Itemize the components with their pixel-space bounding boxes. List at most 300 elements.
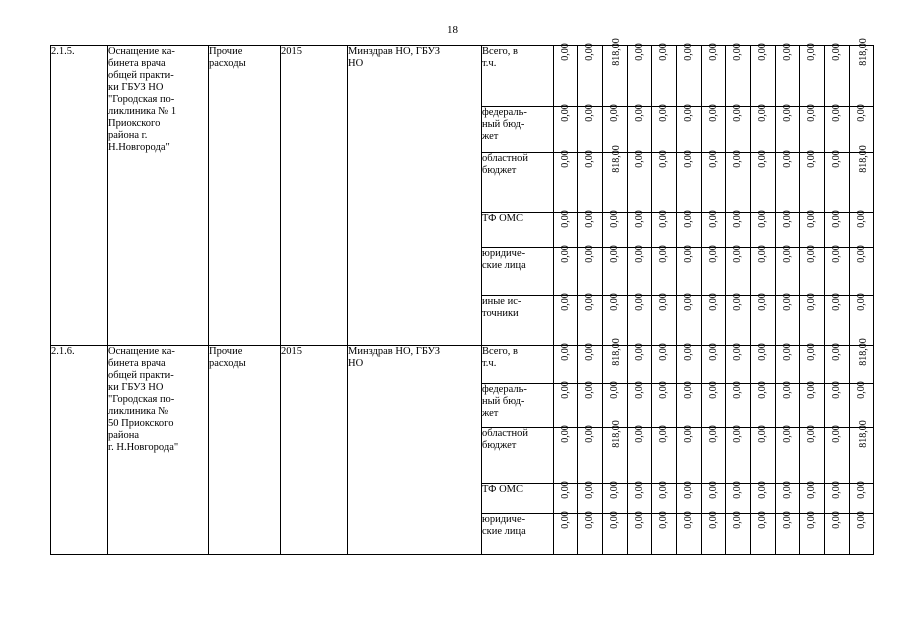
- expense-type-cell: Прочие расходы: [209, 346, 281, 555]
- amount-cell: [702, 381, 726, 428]
- amount-value: 0,00: [781, 210, 793, 228]
- amount-cell: [776, 293, 800, 346]
- amount-value: 0,00: [806, 43, 817, 61]
- amount-value: 0,00: [855, 293, 867, 311]
- amount-cell: [603, 338, 628, 384]
- amount-cell: [776, 381, 800, 428]
- amount-value: 0,00: [757, 150, 768, 168]
- amount-value: 0,00: [732, 381, 743, 399]
- amount-value: 818,00: [857, 38, 869, 66]
- amount-cell: [652, 245, 677, 296]
- amount-value: 0,00: [584, 511, 595, 529]
- funding-source-cell: федераль- ный бюд- жет: [482, 107, 554, 153]
- amount-cell: [677, 425, 702, 484]
- amount-cell: [751, 425, 776, 484]
- amount-cell: [652, 481, 677, 514]
- amount-cell: [628, 245, 652, 296]
- amount-value: 0,00: [781, 293, 793, 311]
- amount-cell: [628, 43, 652, 107]
- amount-cell: [677, 104, 702, 153]
- amount-cell: [578, 425, 603, 484]
- amount-value: 0,00: [707, 43, 719, 61]
- amount-cell: [776, 343, 800, 384]
- amount-cell: [652, 104, 677, 153]
- amount-cell: [628, 104, 652, 153]
- executor-cell: Минздрав НО, ГБУЗ НО: [348, 46, 482, 346]
- amount-value: 0,00: [831, 104, 842, 122]
- amount-cell: [603, 145, 628, 213]
- amount-value: 0,00: [732, 43, 743, 61]
- amount-cell: [554, 511, 578, 555]
- amount-value: 0,00: [658, 425, 669, 443]
- amount-value: 0,00: [781, 481, 793, 499]
- amount-value: 0,00: [609, 293, 620, 311]
- amount-value: 0,00: [757, 481, 768, 499]
- funding-source-cell: Всего, в т.ч.: [482, 346, 554, 384]
- amount-cell: [628, 381, 652, 428]
- amount-cell: [726, 381, 751, 428]
- amount-cell: [800, 293, 825, 346]
- amount-cell: [850, 511, 874, 555]
- amount-cell: [800, 150, 825, 213]
- amount-cell: [652, 511, 677, 555]
- amount-value: 0,00: [609, 245, 620, 263]
- amount-value: 0,00: [658, 43, 669, 61]
- amount-cell: [776, 511, 800, 555]
- amount-cell: [800, 245, 825, 296]
- amount-value: 0,00: [707, 104, 719, 122]
- amount-value: 0,00: [633, 293, 645, 311]
- amount-value: 0,00: [658, 245, 669, 263]
- amount-value: 818,00: [610, 420, 622, 448]
- amount-cell: [825, 381, 850, 428]
- amount-value: 0,00: [559, 343, 571, 361]
- amount-value: 0,00: [855, 381, 867, 399]
- amount-value: 0,00: [584, 210, 595, 228]
- amount-value: 0,00: [633, 245, 645, 263]
- amount-value: 0,00: [559, 210, 571, 228]
- amount-cell: [702, 481, 726, 514]
- amount-value: 818,00: [857, 145, 869, 173]
- amount-value: 0,00: [757, 343, 768, 361]
- year-cell: 2015: [281, 46, 348, 346]
- amount-value: 0,00: [831, 210, 842, 228]
- amount-cell: [578, 210, 603, 248]
- amount-value: 0,00: [707, 210, 719, 228]
- amount-cell: [751, 104, 776, 153]
- amount-cell: [800, 343, 825, 384]
- amount-value: 0,00: [732, 293, 743, 311]
- amount-cell: [554, 425, 578, 484]
- amount-value: 0,00: [781, 343, 793, 361]
- amount-value: 0,00: [633, 481, 645, 499]
- amount-cell: [578, 343, 603, 384]
- amount-cell: [702, 150, 726, 213]
- amount-cell: [603, 511, 628, 555]
- amount-cell: [702, 245, 726, 296]
- amount-cell: [677, 511, 702, 555]
- amount-cell: [628, 511, 652, 555]
- amount-cell: [554, 43, 578, 107]
- amount-value: 0,00: [633, 343, 645, 361]
- amount-value: 0,00: [683, 43, 694, 61]
- amount-value: 0,00: [658, 481, 669, 499]
- amount-value: 0,00: [806, 343, 817, 361]
- amount-value: 0,00: [707, 425, 719, 443]
- amount-value: 0,00: [658, 511, 669, 529]
- amount-value: 0,00: [658, 293, 669, 311]
- amount-cell: [825, 425, 850, 484]
- funding-source-cell: Всего, в т.ч.: [482, 46, 554, 107]
- amount-value: 0,00: [732, 481, 743, 499]
- amount-value: 0,00: [559, 481, 571, 499]
- amount-cell: [578, 293, 603, 346]
- amount-cell: [578, 381, 603, 428]
- amount-cell: [628, 481, 652, 514]
- amount-value: 0,00: [757, 511, 768, 529]
- amount-cell: [628, 343, 652, 384]
- amount-value: 0,00: [806, 425, 817, 443]
- amount-value: 0,00: [831, 481, 842, 499]
- amount-value: 0,00: [584, 381, 595, 399]
- amount-value: 0,00: [806, 481, 817, 499]
- amount-value: 0,00: [781, 381, 793, 399]
- amount-value: 0,00: [658, 104, 669, 122]
- amount-cell: [554, 343, 578, 384]
- amount-cell: [702, 343, 726, 384]
- amount-value: 0,00: [831, 150, 842, 168]
- amount-cell: [578, 511, 603, 555]
- amount-value: 0,00: [806, 150, 817, 168]
- amount-cell: [578, 104, 603, 153]
- amount-value: 0,00: [855, 481, 867, 499]
- amount-cell: [726, 104, 751, 153]
- amount-cell: [751, 43, 776, 107]
- amount-cell: [726, 511, 751, 555]
- amount-cell: [776, 150, 800, 213]
- amount-cell: [628, 150, 652, 213]
- amount-cell: [628, 425, 652, 484]
- executor-cell: Минздрав НО, ГБУЗ НО: [348, 346, 482, 555]
- amount-cell: [751, 245, 776, 296]
- amount-value: 0,00: [658, 210, 669, 228]
- amount-cell: [554, 150, 578, 213]
- amount-value: 0,00: [707, 481, 719, 499]
- budget-table: [50, 38, 874, 555]
- amount-cell: [751, 293, 776, 346]
- amount-value: 0,00: [781, 104, 793, 122]
- amount-cell: [677, 293, 702, 346]
- amount-value: 0,00: [707, 293, 719, 311]
- funding-source-cell: ТФ ОМС: [482, 484, 554, 514]
- amount-value: 0,00: [757, 104, 768, 122]
- amount-cell: [825, 293, 850, 346]
- amount-value: 0,00: [683, 150, 694, 168]
- amount-cell: [652, 293, 677, 346]
- amount-cell: [800, 210, 825, 248]
- amount-value: 0,00: [781, 150, 793, 168]
- amount-value: 0,00: [831, 293, 842, 311]
- amount-cell: [800, 381, 825, 428]
- amount-value: 0,00: [732, 104, 743, 122]
- amount-cell: [726, 245, 751, 296]
- amount-cell: [578, 43, 603, 107]
- amount-value: 0,00: [584, 43, 595, 61]
- amount-value: 0,00: [757, 210, 768, 228]
- amount-cell: [825, 511, 850, 555]
- amount-value: 0,00: [732, 150, 743, 168]
- amount-cell: [751, 481, 776, 514]
- amount-cell: [825, 43, 850, 107]
- amount-cell: [628, 293, 652, 346]
- amount-cell: [677, 343, 702, 384]
- amount-cell: [850, 245, 874, 296]
- amount-value: 0,00: [781, 425, 793, 443]
- amount-value: 0,00: [757, 425, 768, 443]
- amount-cell: [776, 481, 800, 514]
- amount-cell: [702, 43, 726, 107]
- amount-value: 0,00: [683, 210, 694, 228]
- amount-value: 0,00: [559, 150, 571, 168]
- funding-source-cell: областной бюджет: [482, 153, 554, 213]
- amount-value: 0,00: [584, 481, 595, 499]
- amount-cell: [850, 338, 874, 384]
- amount-cell: [751, 511, 776, 555]
- table-row: [51, 346, 874, 384]
- amount-value: 0,00: [707, 343, 719, 361]
- amount-value: 0,00: [831, 43, 842, 61]
- amount-value: 0,00: [732, 343, 743, 361]
- amount-value: 0,00: [806, 381, 817, 399]
- amount-value: 0,00: [855, 511, 867, 529]
- amount-value: 0,00: [757, 245, 768, 263]
- amount-cell: [677, 210, 702, 248]
- amount-cell: [726, 150, 751, 213]
- amount-value: 0,00: [757, 381, 768, 399]
- amount-value: 0,00: [559, 245, 571, 263]
- amount-value: 0,00: [559, 381, 571, 399]
- amount-cell: [554, 104, 578, 153]
- amount-value: 0,00: [683, 381, 694, 399]
- amount-value: 0,00: [732, 245, 743, 263]
- amount-cell: [554, 293, 578, 346]
- amount-cell: [652, 150, 677, 213]
- amount-cell: [554, 210, 578, 248]
- amount-value: 0,00: [781, 245, 793, 263]
- amount-cell: [825, 104, 850, 153]
- amount-value: 0,00: [633, 425, 645, 443]
- amount-value: 0,00: [855, 245, 867, 263]
- amount-value: 0,00: [633, 381, 645, 399]
- amount-value: 0,00: [683, 481, 694, 499]
- funding-source-cell: иные ис- точники: [482, 296, 554, 346]
- amount-value: 0,00: [559, 425, 571, 443]
- amount-value: 0,00: [584, 245, 595, 263]
- amount-cell: [776, 104, 800, 153]
- amount-value: 0,00: [609, 381, 620, 399]
- amount-cell: [726, 43, 751, 107]
- item-name-cell: Оснащение ка- бинета врача общей практи- ки ГБУЗ НО "Городская по- ликлиника № 1 Приокского района г. Н.Новгорода": [108, 46, 209, 346]
- amount-cell: [825, 210, 850, 248]
- amount-value: 0,00: [633, 104, 645, 122]
- item-code-cell: 2.1.6.: [51, 346, 108, 555]
- amount-cell: [652, 381, 677, 428]
- amount-cell: [776, 210, 800, 248]
- amount-cell: [850, 420, 874, 484]
- amount-value: 0,00: [633, 150, 645, 168]
- amount-cell: [677, 245, 702, 296]
- amount-value: 0,00: [683, 293, 694, 311]
- amount-value: 818,00: [610, 338, 622, 366]
- amount-value: 0,00: [609, 511, 620, 529]
- amount-cell: [677, 381, 702, 428]
- amount-cell: [800, 511, 825, 555]
- amount-value: 0,00: [707, 381, 719, 399]
- amount-cell: [677, 43, 702, 107]
- amount-cell: [603, 38, 628, 107]
- amount-value: 818,00: [610, 145, 622, 173]
- amount-value: 0,00: [658, 150, 669, 168]
- amount-value: 0,00: [559, 43, 571, 61]
- amount-value: 0,00: [831, 425, 842, 443]
- funding-source-cell: юридиче- ские лица: [482, 514, 554, 555]
- amount-value: 0,00: [584, 343, 595, 361]
- amount-cell: [677, 150, 702, 213]
- amount-value: 0,00: [633, 210, 645, 228]
- amount-cell: [578, 150, 603, 213]
- amount-cell: [677, 481, 702, 514]
- amount-cell: [726, 481, 751, 514]
- amount-cell: [800, 481, 825, 514]
- table-row: [51, 46, 874, 107]
- amount-value: 0,00: [806, 293, 817, 311]
- amount-value: 0,00: [683, 343, 694, 361]
- amount-cell: [850, 145, 874, 213]
- amount-cell: [702, 425, 726, 484]
- amount-value: 0,00: [831, 511, 842, 529]
- amount-value: 0,00: [707, 511, 719, 529]
- year-cell: 2015: [281, 346, 348, 555]
- amount-cell: [702, 104, 726, 153]
- amount-cell: [800, 425, 825, 484]
- amount-value: 0,00: [633, 511, 645, 529]
- amount-cell: [751, 210, 776, 248]
- amount-cell: [825, 481, 850, 514]
- amount-cell: [776, 43, 800, 107]
- page-number: 18: [447, 24, 458, 36]
- amount-value: 0,00: [707, 150, 719, 168]
- amount-value: 0,00: [831, 245, 842, 263]
- amount-value: 0,00: [584, 104, 595, 122]
- amount-cell: [726, 293, 751, 346]
- amount-value: 0,00: [559, 293, 571, 311]
- amount-cell: [603, 210, 628, 248]
- amount-cell: [825, 245, 850, 296]
- amount-value: 0,00: [855, 104, 867, 122]
- amount-value: 0,00: [781, 511, 793, 529]
- amount-value: 0,00: [831, 343, 842, 361]
- amount-cell: [776, 245, 800, 296]
- expense-type-cell: Прочие расходы: [209, 46, 281, 346]
- amount-cell: [652, 425, 677, 484]
- amount-cell: [628, 210, 652, 248]
- amount-cell: [751, 150, 776, 213]
- amount-value: 0,00: [584, 293, 595, 311]
- amount-value: 0,00: [633, 43, 645, 61]
- amount-value: 0,00: [683, 425, 694, 443]
- amount-cell: [825, 343, 850, 384]
- amount-value: 0,00: [609, 104, 620, 122]
- amount-value: 0,00: [658, 381, 669, 399]
- amount-cell: [702, 511, 726, 555]
- amount-value: 0,00: [559, 511, 571, 529]
- amount-value: 0,00: [707, 245, 719, 263]
- amount-cell: [776, 425, 800, 484]
- amount-cell: [850, 210, 874, 248]
- amount-cell: [578, 481, 603, 514]
- funding-source-cell: юридиче- ские лица: [482, 248, 554, 296]
- amount-value: 0,00: [584, 425, 595, 443]
- amount-value: 818,00: [857, 338, 869, 366]
- amount-cell: [702, 210, 726, 248]
- amount-cell: [603, 481, 628, 514]
- amount-value: 818,00: [857, 420, 869, 448]
- amount-cell: [751, 381, 776, 428]
- funding-source-cell: ТФ ОМС: [482, 213, 554, 248]
- amount-cell: [726, 210, 751, 248]
- amount-cell: [652, 43, 677, 107]
- amount-cell: [603, 420, 628, 484]
- amount-cell: [652, 210, 677, 248]
- amount-cell: [850, 481, 874, 514]
- amount-cell: [800, 104, 825, 153]
- amount-value: 0,00: [683, 245, 694, 263]
- amount-value: 0,00: [584, 150, 595, 168]
- amount-cell: [554, 381, 578, 428]
- amount-cell: [554, 481, 578, 514]
- amount-value: 818,00: [610, 38, 622, 66]
- item-code-cell: 2.1.5.: [51, 46, 108, 346]
- amount-cell: [726, 425, 751, 484]
- amount-cell: [825, 150, 850, 213]
- amount-value: 0,00: [806, 511, 817, 529]
- amount-value: 0,00: [757, 293, 768, 311]
- amount-cell: [578, 245, 603, 296]
- amount-value: 0,00: [732, 210, 743, 228]
- amount-cell: [751, 343, 776, 384]
- amount-cell: [603, 245, 628, 296]
- amount-cell: [800, 43, 825, 107]
- amount-value: 0,00: [609, 210, 620, 228]
- funding-source-cell: областной бюджет: [482, 428, 554, 484]
- amount-value: 0,00: [855, 210, 867, 228]
- amount-value: 0,00: [781, 43, 793, 61]
- amount-value: 0,00: [683, 104, 694, 122]
- amount-value: 0,00: [757, 43, 768, 61]
- amount-cell: [850, 38, 874, 107]
- amount-value: 0,00: [609, 481, 620, 499]
- amount-cell: [554, 245, 578, 296]
- amount-value: 0,00: [732, 425, 743, 443]
- amount-value: 0,00: [806, 210, 817, 228]
- amount-value: 0,00: [658, 343, 669, 361]
- amount-value: 0,00: [683, 511, 694, 529]
- amount-value: 0,00: [559, 104, 571, 122]
- amount-cell: [652, 343, 677, 384]
- amount-cell: [702, 293, 726, 346]
- amount-value: 0,00: [831, 381, 842, 399]
- amount-cell: [726, 343, 751, 384]
